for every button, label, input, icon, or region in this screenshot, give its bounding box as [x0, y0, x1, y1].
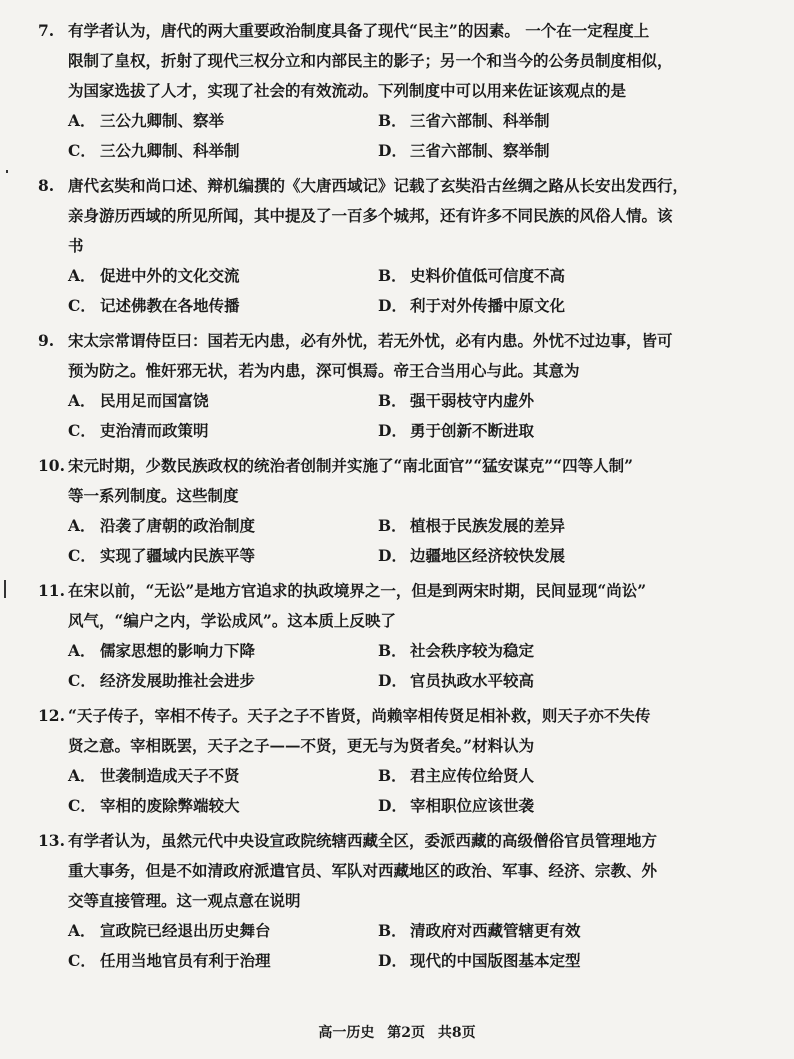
- option-letter: D．: [378, 796, 407, 815]
- answer-option: [68, 541, 378, 571]
- answer-option: [378, 106, 688, 136]
- options-row: [38, 666, 768, 696]
- question-stem-line: [38, 201, 768, 231]
- option-text: 任用当地官员有利于治理: [100, 951, 271, 970]
- answer-option: [68, 261, 378, 291]
- option-letter: B．: [378, 266, 407, 285]
- question-list: [38, 16, 768, 981]
- option-letter: B．: [378, 766, 407, 785]
- answer-option: [378, 291, 688, 321]
- question-number: 7.: [38, 21, 55, 40]
- question-stem-text: 在宋以前，“无讼”是地方官追求的执政境界之一，但是到两宋时期，民间显现“尚讼”: [68, 581, 647, 600]
- question-stem-line: [38, 481, 768, 511]
- option-text: 清政府对西藏管辖更有效: [410, 921, 581, 940]
- answer-option: [68, 946, 378, 976]
- option-letter: B．: [378, 516, 407, 535]
- option-text: 勇于创新不断进取: [410, 421, 535, 440]
- answer-option: [68, 386, 378, 416]
- options-row: [38, 791, 768, 821]
- option-letter: C．: [68, 546, 96, 565]
- scan-mark: [6, 170, 8, 173]
- options-row: [38, 761, 768, 791]
- options-row: [38, 636, 768, 666]
- question-stem-text: “天子传子，宰相不传子。天子之子不皆贤，尚赖宰相传贤足相补救，则天子亦不失传: [68, 706, 651, 725]
- option-letter: B．: [378, 641, 407, 660]
- option-text: 宣政院已经退出历史舞台: [100, 921, 271, 940]
- question-stem-text: 唐代玄奘和尚口述、辩机编撰的《大唐西域记》记载了玄奘沿古丝绸之路从长安出发西行，: [68, 176, 689, 195]
- question-stem-text: 有学者认为，唐代的两大重要政治制度具备了现代“民主”的因素。 一个在一定程度上: [68, 21, 650, 40]
- question-number: 13.: [38, 831, 65, 850]
- option-letter: D．: [378, 671, 407, 690]
- question-stem-text: 预为防之。惟奸邪无状，若为内患，深可惧焉。帝王合当用心与此。其意为: [68, 361, 580, 380]
- question-stem-text: 限制了皇权，折射了现代三权分立和内部民主的影子；另一个和当今的公务员制度相似，: [68, 51, 673, 70]
- option-text: 边疆地区经济较快发展: [410, 546, 566, 565]
- option-letter: C．: [68, 421, 96, 440]
- option-letter: C．: [68, 671, 96, 690]
- answer-option: [378, 416, 688, 446]
- question-stem-line: [38, 856, 768, 886]
- answer-option: [68, 916, 378, 946]
- option-letter: B．: [378, 391, 407, 410]
- option-letter: C．: [68, 951, 96, 970]
- option-text: 儒家思想的影响力下降: [100, 641, 256, 660]
- question-stem-text: 重大事务，但是不如清政府派遣官员、军队对西藏地区的政治、军事、经济、宗教、外: [68, 861, 658, 880]
- question-9: [38, 326, 768, 446]
- option-text: 实现了疆域内民族平等: [100, 546, 256, 565]
- question-stem-text: 风气，“编户之内，学讼成风”。这本质上反映了: [68, 611, 396, 630]
- question-stem-text: 宋元时期，少数民族政权的统治者创制并实施了“南北面官”“猛安谋克”“四等人制”: [68, 456, 633, 475]
- answer-option: [378, 666, 688, 696]
- option-letter: A．: [68, 111, 96, 130]
- option-letter: D．: [378, 546, 407, 565]
- question-number: 8.: [38, 176, 55, 195]
- option-letter: D．: [378, 141, 407, 160]
- option-text: 官员执政水平较高: [410, 671, 535, 690]
- question-8: [38, 171, 768, 321]
- question-stem-line: [38, 731, 768, 761]
- question-number: 11.: [38, 581, 65, 600]
- option-text: 三公九卿制、科举制: [100, 141, 240, 160]
- answer-option: [378, 916, 688, 946]
- option-text: 宰相的废除弊端较大: [100, 796, 240, 815]
- question-stem-line: [38, 16, 768, 46]
- question-stem-text: 为国家选拔了人才，实现了社会的有效流动。下列制度中可以用来佐证该观点的是: [68, 81, 627, 100]
- option-letter: C．: [68, 796, 96, 815]
- option-text: 君主应传位给贤人: [410, 766, 535, 785]
- option-text: 社会秩序较为稳定: [410, 641, 535, 660]
- option-text: 促进中外的文化交流: [100, 266, 240, 285]
- options-row: [38, 291, 768, 321]
- question-stem-line: [38, 46, 768, 76]
- question-stem-line: [38, 606, 768, 636]
- answer-option: [378, 791, 688, 821]
- question-number: 12.: [38, 706, 65, 725]
- question-stem-line: [38, 231, 768, 261]
- question-stem-line: [38, 326, 768, 356]
- option-text: 民用足而国富饶: [100, 391, 209, 410]
- footer-page-number: 第2页: [387, 1025, 425, 1041]
- option-letter: A．: [68, 516, 96, 535]
- footer-subject: 高一历史: [318, 1025, 375, 1041]
- option-letter: D．: [378, 951, 407, 970]
- option-letter: B．: [378, 921, 407, 940]
- question-10: [38, 451, 768, 571]
- question-stem-text: 宋太宗常谓侍臣曰：国若无内患，必有外忧，若无外忧，必有内患。外忧不过边事，皆可: [68, 331, 673, 350]
- question-stem-text: 书: [68, 236, 84, 255]
- question-stem-line: [38, 886, 768, 916]
- question-number: 10.: [38, 456, 65, 475]
- option-letter: A．: [68, 921, 96, 940]
- options-row: [38, 916, 768, 946]
- answer-option: [378, 386, 688, 416]
- option-letter: B．: [378, 111, 407, 130]
- question-stem-line: [38, 576, 768, 606]
- question-7: [38, 16, 768, 166]
- question-stem-line: [38, 451, 768, 481]
- question-stem-text: 有学者认为，虽然元代中央设宣政院统辖西藏全区，委派西藏的高级僧俗官员管理地方: [68, 831, 658, 850]
- options-row: [38, 386, 768, 416]
- option-text: 史料价值低可信度不高: [410, 266, 566, 285]
- answer-option: [378, 761, 688, 791]
- option-text: 强干弱枝守内虚外: [410, 391, 535, 410]
- option-text: 经济发展助推社会进步: [100, 671, 256, 690]
- question-stem-line: [38, 356, 768, 386]
- footer-total-pages: 共8页: [437, 1025, 476, 1041]
- question-stem-line: [38, 76, 768, 106]
- answer-option: [68, 666, 378, 696]
- options-row: [38, 946, 768, 976]
- options-row: [38, 136, 768, 166]
- question-stem-line: [38, 826, 768, 856]
- option-letter: A．: [68, 641, 96, 660]
- option-text: 世袭制造成天子不贤: [100, 766, 240, 785]
- answer-option: [68, 511, 378, 541]
- answer-option: [68, 136, 378, 166]
- option-letter: D．: [378, 296, 407, 315]
- question-stem-line: [38, 171, 768, 201]
- option-letter: C．: [68, 141, 96, 160]
- answer-option: [378, 136, 688, 166]
- question-12: [38, 701, 768, 821]
- options-row: [38, 261, 768, 291]
- question-stem-text: 亲身游历西域的所见所闻，其中提及了一百多个城邦，还有许多不同民族的风俗人情。该: [68, 206, 673, 225]
- scan-mark: [4, 580, 6, 598]
- answer-option: [68, 761, 378, 791]
- option-text: 现代的中国版图基本定型: [410, 951, 581, 970]
- option-letter: D．: [378, 421, 407, 440]
- option-text: 三省六部制、察举制: [410, 141, 550, 160]
- option-text: 利于对外传播中原文化: [410, 296, 566, 315]
- options-row: [38, 541, 768, 571]
- answer-option: [378, 541, 688, 571]
- question-stem-text: 贤之意。宰相既罢，天子之子——不贤，更无与为贤者矣。”材料认为: [68, 736, 535, 755]
- option-text: 三公九卿制、察举: [100, 111, 225, 130]
- answer-option: [378, 261, 688, 291]
- page-footer: [0, 1022, 794, 1042]
- answer-option: [378, 946, 688, 976]
- option-letter: C．: [68, 296, 96, 315]
- question-number: 9.: [38, 331, 55, 350]
- option-text: 记述佛教在各地传播: [100, 296, 240, 315]
- question-13: [38, 826, 768, 976]
- answer-option: [378, 636, 688, 666]
- answer-option: [68, 791, 378, 821]
- answer-option: [378, 511, 688, 541]
- answer-option: [68, 106, 378, 136]
- question-stem-line: [38, 701, 768, 731]
- question-stem-text: 等一系列制度。这些制度: [68, 486, 239, 505]
- options-row: [38, 106, 768, 136]
- option-text: 宰相职位应该世袭: [410, 796, 535, 815]
- option-text: 植根于民族发展的差异: [410, 516, 566, 535]
- answer-option: [68, 291, 378, 321]
- question-stem-text: 交等直接管理。这一观点意在说明: [68, 891, 301, 910]
- option-letter: A．: [68, 266, 96, 285]
- option-letter: A．: [68, 766, 96, 785]
- options-row: [38, 416, 768, 446]
- answer-option: [68, 416, 378, 446]
- option-text: 沿袭了唐朝的政治制度: [100, 516, 256, 535]
- answer-option: [68, 636, 378, 666]
- option-letter: A．: [68, 391, 96, 410]
- options-row: [38, 511, 768, 541]
- question-11: [38, 576, 768, 696]
- option-text: 三省六部制、科举制: [410, 111, 550, 130]
- option-text: 吏治清而政策明: [100, 421, 209, 440]
